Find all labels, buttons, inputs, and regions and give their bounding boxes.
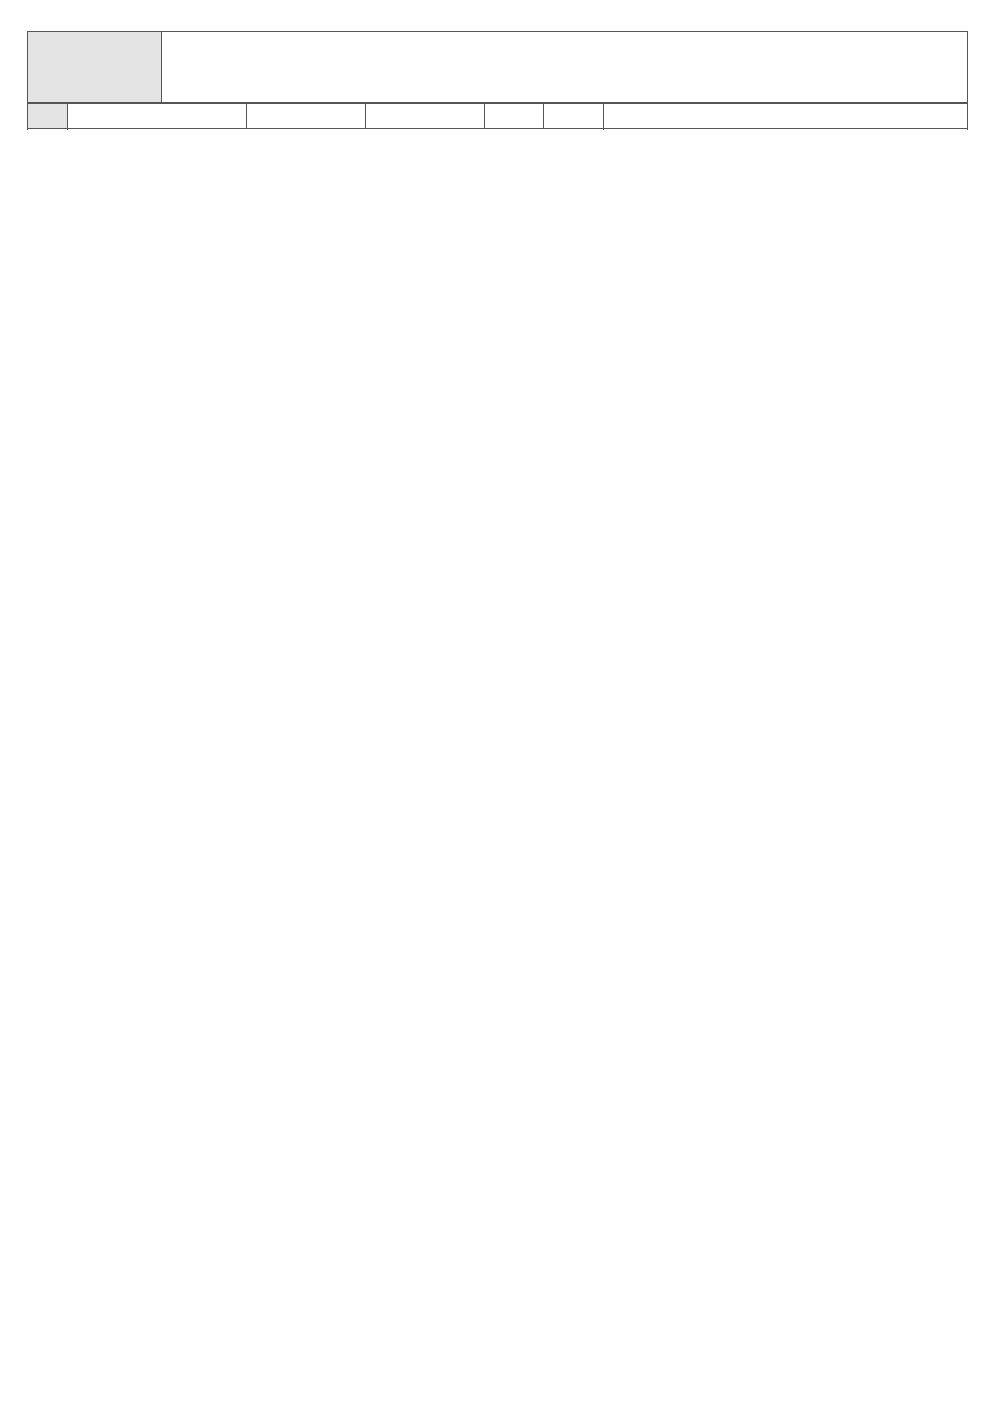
origin-group-rice xyxy=(68,104,247,129)
allergy-label xyxy=(28,32,162,103)
origin-group-bean xyxy=(246,104,365,129)
origin-group-pollack xyxy=(484,104,544,129)
origin-group-kimchi xyxy=(365,104,484,129)
allergy-info-table xyxy=(27,31,968,103)
processed-meat-list xyxy=(603,104,968,129)
origin-group-tuna xyxy=(544,104,604,129)
allergy-list xyxy=(162,32,968,103)
origin-table xyxy=(27,103,968,129)
origin-label xyxy=(28,104,68,129)
